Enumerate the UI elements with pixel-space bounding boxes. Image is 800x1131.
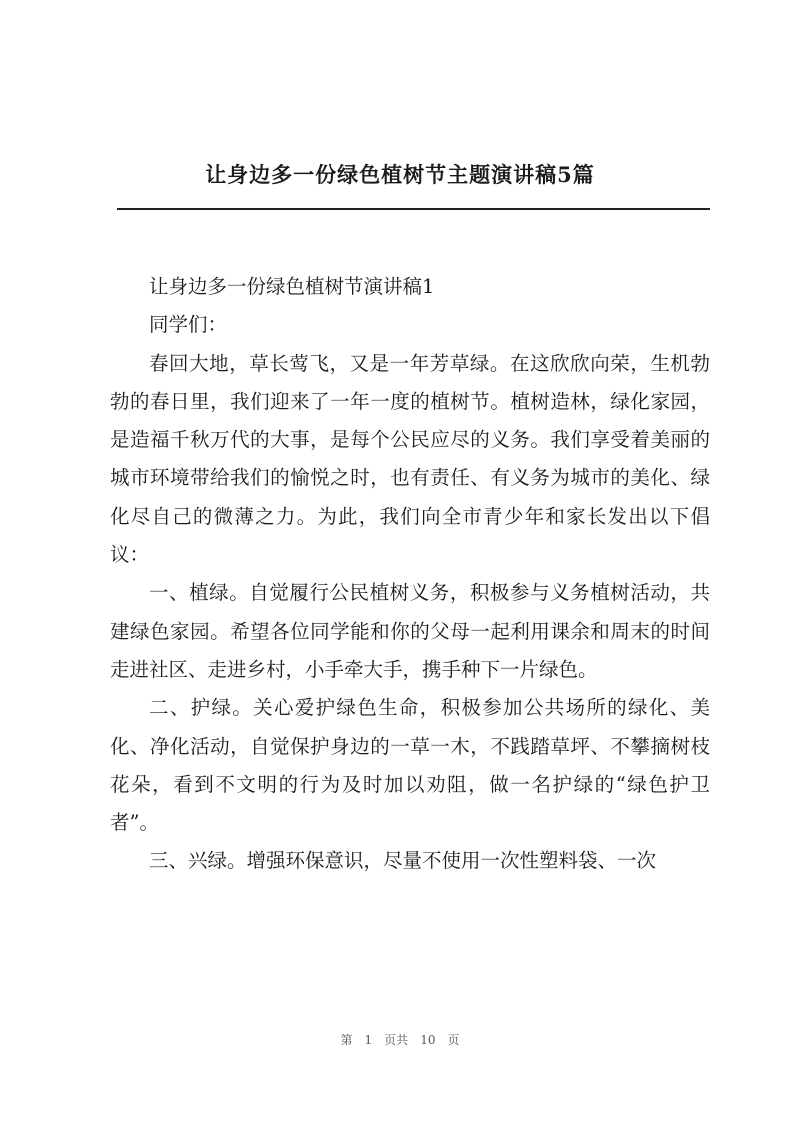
body-paragraph: 二、护绿。关心爱护绿色生命，积极参加公共场所的绿化、美化、净化活动，自觉保护身边的一草一木，不践踏草坪、不攀摘树枝花朵，看到不文明的行为及时加以劝阻，做一名护绿的“绿色护卫者”。 — [110, 696, 710, 835]
footer-page-number: 1 — [364, 1033, 373, 1047]
document-body — [110, 268, 710, 881]
body-paragraph: 春回大地，草长莺飞，又是一年芳草绿。在这欣欣向荣，生机勃勃的春日里，我们迎来了一年一度的植树节。植树造林，绿化家园，是造福千秋万代的大事，是每个公民应尽的义务。我们享受着美丽的城市环境带给我们的愉悦之时，也有责任、有义务为城市的美化、绿化尽自己的微薄之力。为此，我们向全市青少年和家长发出以下倡议： — [110, 351, 710, 567]
footer-page-suffix: 页 — [447, 1033, 460, 1047]
footer-total-label: 页共 — [384, 1033, 409, 1047]
salutation: 同学们： — [149, 313, 228, 337]
section-heading: 让身边多一份绿色植树节演讲稿1 — [149, 275, 435, 298]
title-underline — [117, 208, 710, 210]
footer-page-label: 第 — [340, 1033, 353, 1047]
body-paragraph: 三、兴绿。增强环保意识，尽量不使用一次性塑料袋、一次 — [149, 849, 657, 873]
document-title: 让身边多一份绿色植树节主题演讲稿5篇 — [205, 162, 595, 187]
page-footer — [0, 1031, 800, 1049]
body-paragraph: 一、植绿。自觉履行公民植树义务，积极参与义务植树活动，共建绿色家园。希望各位同学能和你的父母一起利用课余和周末的时间走进社区、走进乡村，小手牵大手，携手种下一片绿色。 — [110, 581, 710, 681]
footer-total-pages: 10 — [420, 1033, 436, 1047]
